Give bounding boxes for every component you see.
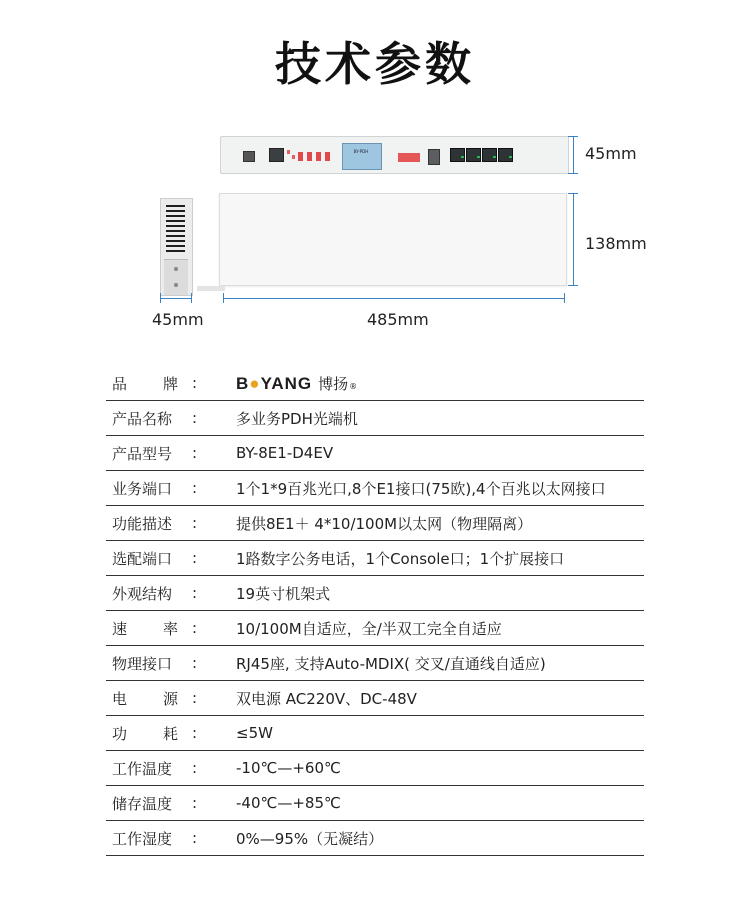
spec-value: 19英寸机架式 [236,584,331,603]
spec-colon: : [192,829,198,847]
vent-slot [166,205,185,207]
front-height-label: 45mm [585,144,637,163]
spec-colon: : [192,374,198,392]
vent-slot [166,225,185,227]
link-led [493,156,496,158]
console-port-icon [428,149,440,165]
spec-label: 产品型号 [112,444,173,463]
spec-colon: : [192,514,198,532]
spec-label: 工作温度 [112,759,173,778]
table-row [106,576,644,611]
table-row [106,681,644,716]
ethernet-port-icon [466,148,481,162]
vent-slot [166,215,185,217]
spec-value: 1路数字公务电话，1个Console口；1个扩展接口 [236,549,565,568]
spec-label-char: 耗 [162,724,178,743]
table-row [106,541,644,576]
spec-value: 双电源 AC220V、DC-48V [236,689,417,708]
page-title: 技术参数 [275,37,475,91]
spec-colon: : [192,689,198,707]
screw-hole [174,267,178,271]
spec-value: 1个1*9百兆光口,8个E1接口(75欧),4个百兆以太网接口 [236,479,606,498]
table-row [106,471,644,506]
vent-slot [166,230,185,232]
spec-label: 储存温度 [112,794,173,813]
table-row [106,751,644,786]
spec-table [106,366,644,856]
spec-label: 工作湿度 [112,829,173,848]
lcd-text: BY-PDH [353,149,369,154]
spec-value: ≤5W [236,724,273,742]
spec-colon: : [192,759,198,777]
screw-hole [174,283,178,287]
logo-suffix: YANG [260,373,313,393]
e1-indicator [316,152,321,161]
dimension-tick [568,285,578,286]
rack-ear-plate [164,259,188,295]
spec-colon: : [192,724,198,742]
table-row [106,646,644,681]
spec-colon: : [192,584,198,602]
table-row [106,821,644,856]
spec-label-char: 牌 [162,374,178,393]
device-foot [197,286,225,291]
spec-label-char: 功 [112,724,128,743]
lcd-panel [342,143,382,170]
spec-colon: : [192,479,198,497]
vent-slot [166,245,185,247]
device-top-view [219,193,567,286]
spec-label [106,723,178,744]
device-front-view [220,136,569,174]
brand-logo-text [236,374,312,394]
spec-colon: : [192,409,198,427]
led-indicator [287,150,290,154]
spec-value: BY-8E1-D4EV [236,444,334,462]
dimension-tick [568,173,578,174]
e1-indicator [325,152,330,161]
ethernet-port-icon [482,148,497,162]
table-row [106,786,644,821]
spec-colon: : [192,444,198,462]
dimension-tick [191,293,192,303]
spec-colon: : [192,794,198,812]
table-row [106,366,644,401]
power-port-icon [243,151,255,162]
table-row [106,436,644,471]
spec-label: 业务端口 [112,479,173,498]
link-led [509,156,512,158]
ethernet-port-icon [498,148,513,162]
e1-indicator [307,152,312,161]
brand-logo [236,373,357,394]
optical-port-icon [269,148,284,162]
vent-slot [166,210,185,212]
table-row [106,401,644,436]
dimension-line [573,136,574,173]
dimension-line [223,298,564,299]
spec-label: 产品名称 [112,409,173,428]
device-side-view [160,198,193,296]
logo-dot-icon: ● [249,373,261,393]
spec-label: 选配端口 [112,549,173,568]
vent-slot [166,250,185,252]
spec-colon: : [192,619,198,637]
table-row [106,716,644,751]
spec-colon: : [192,549,198,567]
spec-label [106,618,178,639]
depth-label: 138mm [585,234,647,253]
spec-label-char: 品 [112,374,128,393]
spec-value: RJ45座, 支持Auto-MDIX( 交叉/直通线自适应) [236,654,546,673]
brand-cn-name: 博扬 [318,374,349,393]
width-label: 485mm [367,310,429,329]
link-led [477,156,480,158]
dip-switch-icon [398,153,420,162]
spec-value: 0%—95%（无凝结） [236,829,384,848]
spec-label-char: 率 [162,619,178,638]
registered-mark: ® [349,381,358,391]
spec-label: 功能描述 [112,514,173,533]
spec-label-char: 源 [162,689,178,708]
ethernet-port-icon [450,148,465,162]
spec-value: -40℃—+85℃ [236,794,341,812]
table-row [106,506,644,541]
dimension-line [573,193,574,285]
spec-label [106,373,178,394]
spec-value: 提供8E1＋ 4*10/100M以太网（物理隔离） [236,514,533,533]
spec-label: 物理接口 [112,654,173,673]
spec-label-char: 速 [112,619,128,638]
spec-label [106,688,178,709]
side-width-label: 45mm [152,310,204,329]
led-indicator [292,155,295,159]
spec-label: 外观结构 [112,584,173,603]
dimension-line [160,298,191,299]
logo-prefix: B [236,373,250,393]
dimension-tick [564,293,565,303]
table-row [106,611,644,646]
vent-slot [166,220,185,222]
e1-indicator [298,152,303,161]
link-led [461,156,464,158]
vent-slot [166,240,185,242]
spec-value: -10℃—+60℃ [236,759,341,777]
spec-colon: : [192,654,198,672]
spec-value: 多业务PDH光端机 [236,409,358,428]
vent-slot [166,235,185,237]
spec-value: 10/100M自适应，全/半双工完全自适应 [236,619,502,638]
spec-label-char: 电 [112,689,128,708]
